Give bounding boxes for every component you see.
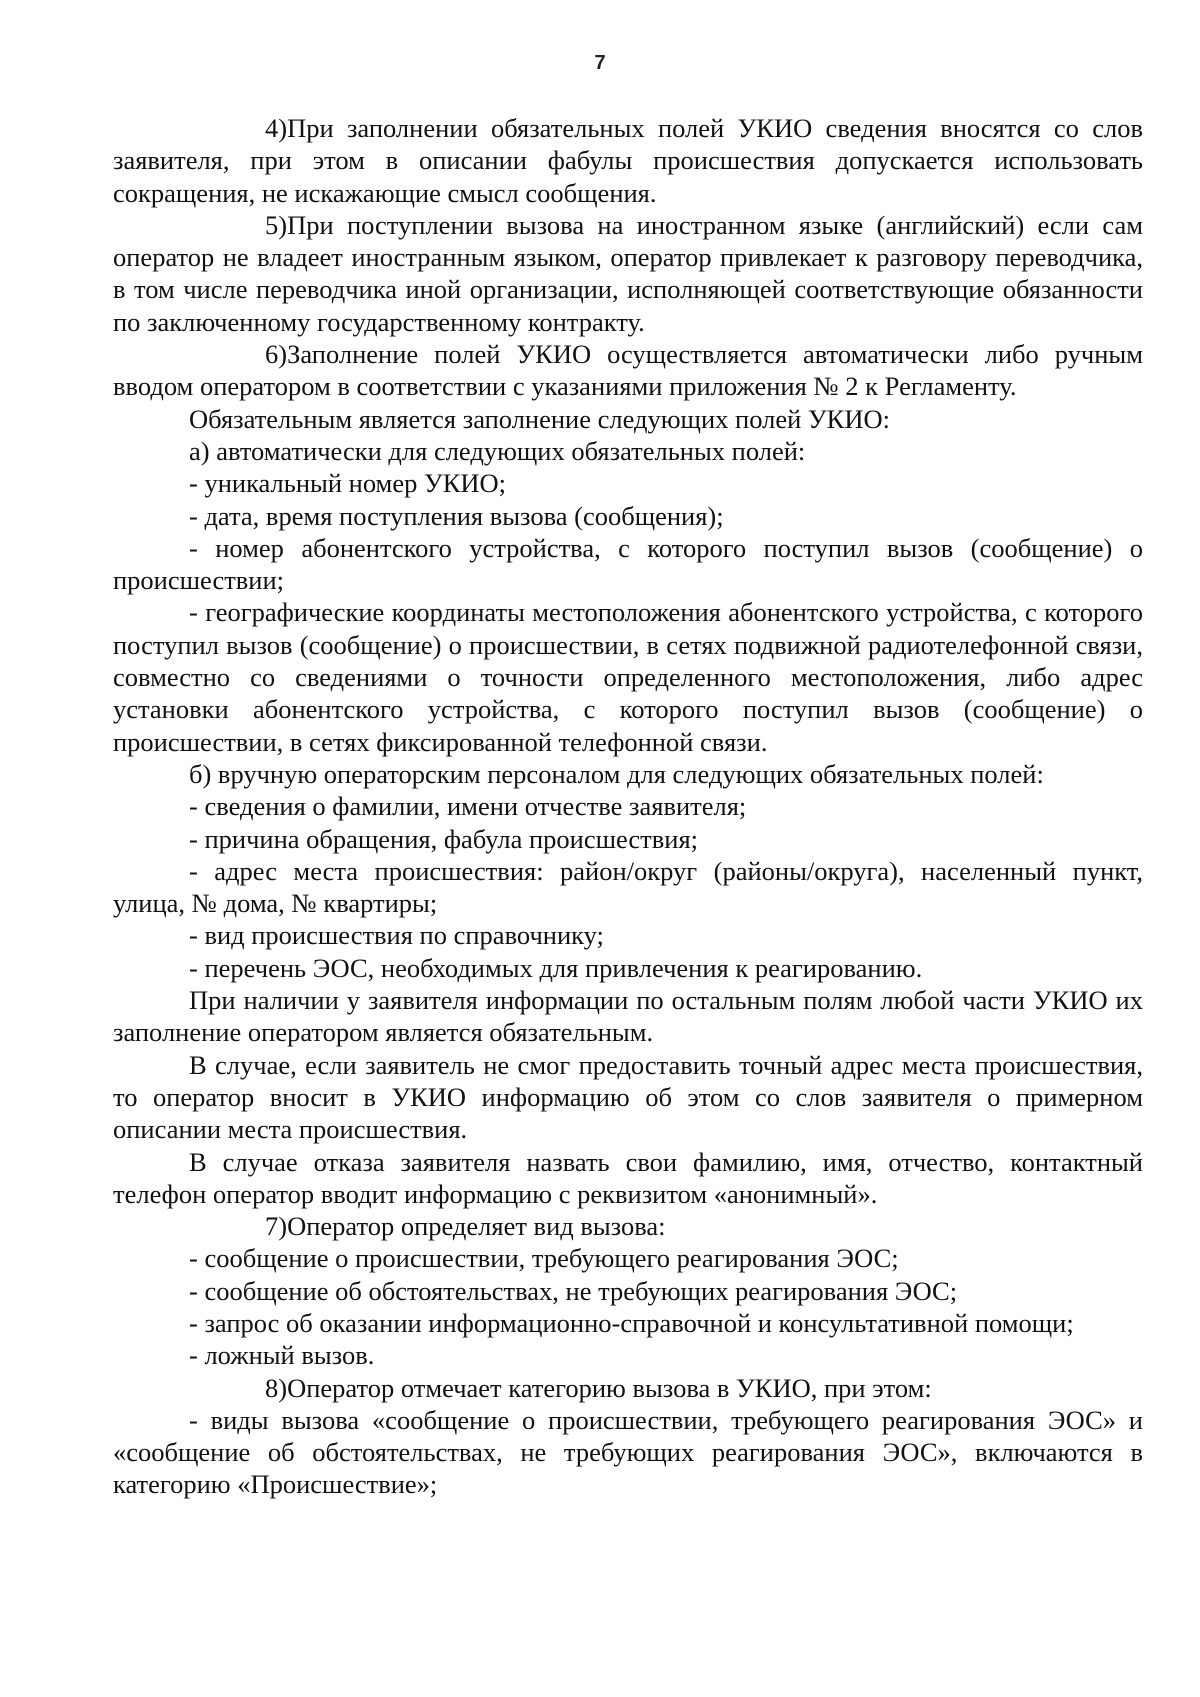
paragraph-text: При поступлении вызова на иностранном языке (английский) если сам оператор не владеет иностранным языком, оператор привлекает к разговору переводчика, в том числе переводчика иной организации, исполняющей соответствующие обязанности по заключенному государственному контракту. (113, 209, 1143, 337)
paragraph: В случае, если заявитель не смог предоставить точный адрес места происшествия, то оператор вносит в УКИО информацию об этом со слов заявителя о примерном описании места происшествия. (113, 1049, 1143, 1145)
list-item: - географические координаты местоположения абонентского устройства, с которого поступил вызов (сообщение) о происшествии, в сетях подвижной радиотелефонной связи, совместно со сведениями о точности определенного местоположения, либо адрес установки абонентского устройства, с которого поступил вызов (сообщение) о происшествии, в сетях фиксированной телефонной связи. (113, 597, 1143, 757)
paragraph-item-4 (113, 112, 1143, 209)
list-item: - запрос об оказании информационно-справочной и консультативной помощи; (189, 1307, 1074, 1338)
list-item: - ложный вызов. (189, 1340, 375, 1371)
item-number: 7) (265, 1211, 288, 1242)
paragraph-text: При заполнении обязательных полей УКИО сведения вносятся со слов заявителя, при этом в описании фабулы происшествия допускается использовать сокращения, не искажающие смысл сообщения. (113, 113, 1143, 208)
paragraph: При наличии у заявителя информации по остальным полям любой части УКИО их заполнение оператором является обязательным. (113, 985, 1143, 1048)
list-item: - номер абонентского устройства, с которого поступил вызов (сообщение) о происшествии; (113, 532, 1143, 596)
list-item: - виды вызова «сообщение о происшествии, требующего реагирования ЭОС» и «сообщение об обстоятельствах, не требующих реагирования ЭОС», включаются в категорию «Происшествие»; (113, 1404, 1143, 1500)
list-item: - вид происшествия по справочнику; (189, 920, 604, 951)
list-item: - уникальный номер УКИО; (189, 468, 507, 499)
item-number: 8) (265, 1372, 288, 1403)
page-number: 7 (594, 52, 606, 74)
list-item: - перечень ЭОС, необходимых для привлечения к реагированию. (189, 952, 923, 983)
paragraph-item-6 (113, 338, 1143, 403)
list-item: - причина обращения, фабула происшествия; (189, 823, 698, 854)
paragraph-subitem-b: б) вручную операторским персоналом для следующих обязательных полей: (189, 758, 1044, 789)
list-item: - сообщение об обстоятельствах, не требующих реагирования ЭОС; (189, 1275, 958, 1306)
paragraph-text: Заполнение полей УКИО осуществляется автоматически либо ручным вводом оператором в соответствии с указаниями приложения № 2 к Регламенту. (113, 339, 1143, 402)
item-number: 5) (265, 209, 288, 240)
paragraph: Обязательным является заполнение следующих полей УКИО: (189, 403, 890, 434)
paragraph-text: Оператор определяет вид вызова: (287, 1211, 666, 1242)
list-item: - сообщение о происшествии, требующего реагирования ЭОС; (189, 1243, 899, 1274)
list-item: - адрес места происшествия: район/округ (районы/округа), населенный пункт, улица, № дома, № квартиры; (113, 855, 1143, 919)
list-item: - сведения о фамилии, имени отчестве заявителя; (189, 791, 747, 822)
paragraph-text: Оператор отмечает категорию вызова в УКИО, при этом: (287, 1372, 932, 1403)
document-body (113, 112, 1143, 1501)
paragraph-item-8 (113, 1372, 1143, 1404)
list-item: - дата, время поступления вызова (сообщения); (189, 500, 724, 531)
paragraph-item-7 (113, 1210, 1143, 1242)
item-number: 6) (265, 339, 288, 370)
paragraph-item-5 (113, 209, 1143, 338)
paragraph-subitem-a: а) автоматически для следующих обязательных полей: (189, 435, 806, 466)
paragraph: В случае отказа заявителя назвать свои фамилию, имя, отчество, контактный телефон оператор вводит информацию с реквизитом «анонимный». (113, 1146, 1143, 1209)
item-number: 4) (265, 113, 288, 143)
